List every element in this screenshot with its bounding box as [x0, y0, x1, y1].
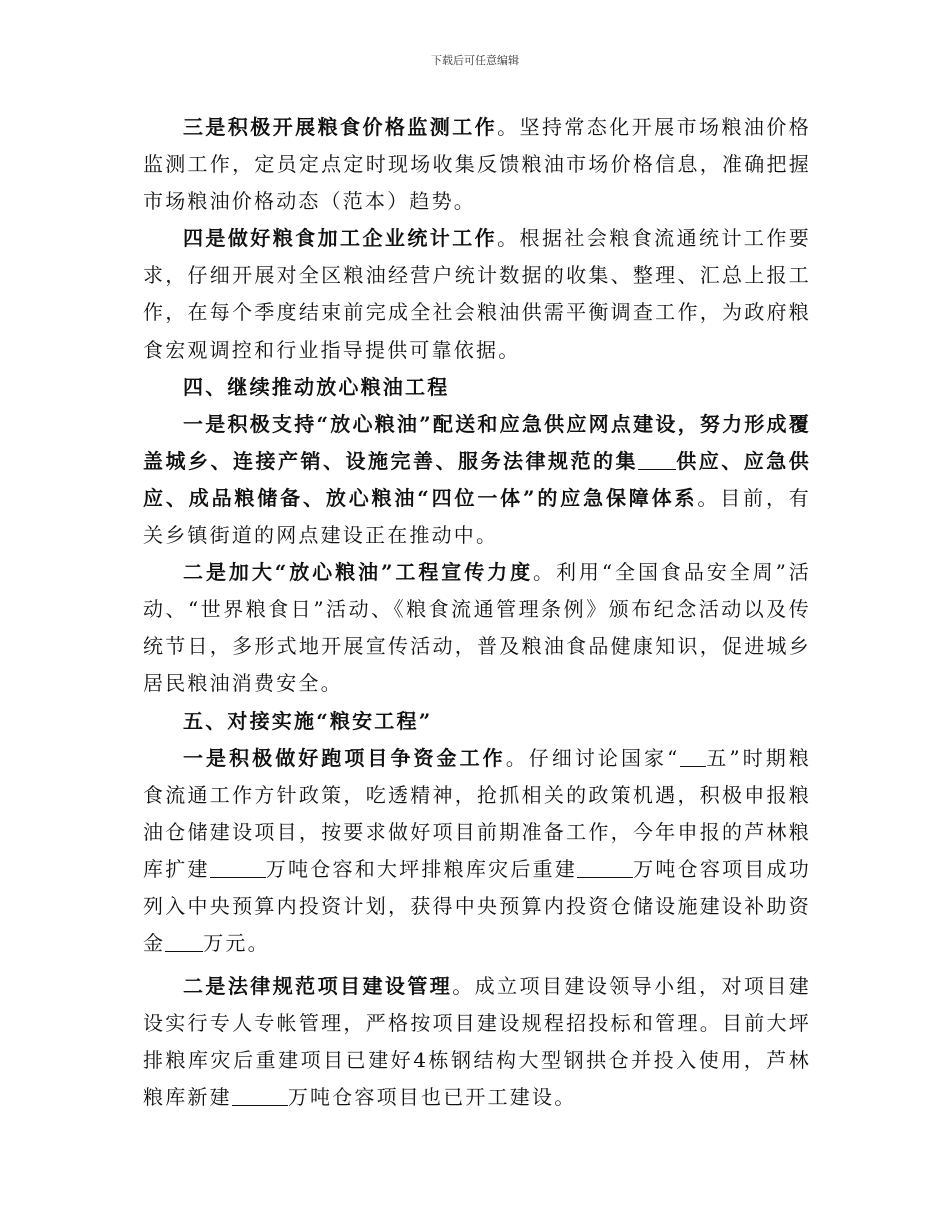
blank-underline	[680, 745, 706, 767]
paragraph-text: 五”时期粮食流通工作方针政策，吃透精神，抢抓相关的政策机遇，积极申报粮油仓储建设项目，按要求做好项目前期准备工作，今年申报的芦林粮库扩建	[143, 745, 811, 881]
paragraph-text: 。坚持常态化开展市场粮油价格监测工作，定员定点定时现场收集反馈粮油市场价格信息，准确把握市场粮油价格动态（范本）趋势。	[143, 115, 811, 214]
paragraph-text: 万吨仓容项目成功列入中央预算内投资计划，获得中央预算内投资仓储设施建设补助资金	[143, 856, 811, 956]
paragraph-lead: 三是积极开展粮食价格监测工作	[183, 115, 498, 139]
paragraph-lead: 一是积极支持“放心粮油”配送和应急供应网点建设，努力形成覆盖城乡、连接产销、设施完善、服务法律规范的集	[143, 411, 811, 473]
paragraph-supply-network	[143, 406, 811, 554]
paragraph-text: 。根据社会粮食流通统计工作要求，仔细开展对全区粮油经营户统计数据的收集、整理、汇总上报工作，在每个季度结束前完成全社会粮油供需平衡调查工作，为政府粮食宏观调控和行业指导提供可靠依据。	[143, 226, 811, 362]
paragraph-project-funding	[143, 740, 811, 963]
paragraph-text: 万吨仓容项目也已开工建设。	[287, 1085, 577, 1110]
blank-underline	[210, 856, 266, 878]
section-heading-4: 四、继续推动放心粮油工程	[183, 374, 450, 399]
paragraph-lead-continued: 供应、应急供应、成品粮储备、放心粮油“四位一体”的应急保障体系	[143, 448, 811, 510]
paragraph-text: 万元。	[203, 931, 270, 956]
blank-underline	[577, 856, 633, 878]
page-header: 下载后可任意编辑	[431, 54, 519, 67]
blank-underline	[165, 930, 203, 952]
paragraph-lead: 二是法律规范项目建设管理	[183, 974, 453, 999]
paragraph-text: 。成立项目建设领导小组，对项目建设实行专人专帐管理，严格按项目建设规程招投标和管理。目前大坪排粮库灾后重建项目已建好4栋钢结构大型钢拱仓并投入使用，芦林粮库新建	[143, 974, 812, 1110]
paragraph-grain-statistics	[143, 220, 811, 368]
paragraph-text: 万吨仓容和大坪排粮库灾后重建	[265, 856, 578, 881]
paragraph-lead: 四是做好粮食加工企业统计工作	[183, 226, 498, 251]
paragraph-text: 。仔细讨论国家“	[505, 745, 680, 770]
paragraph-project-management	[143, 968, 811, 1116]
paragraph-text: 。目前，有关乡镇街道的网点建设正在推动中。	[143, 485, 811, 548]
paragraph-lead: 二是加大“放心粮油”工程宣传力度	[183, 560, 534, 585]
paragraph-grain-price-monitoring	[143, 109, 811, 220]
blank-underline	[638, 448, 676, 470]
paragraph-lead: 一是积极做好跑项目争资金工作	[183, 745, 506, 770]
blank-underline	[232, 1084, 288, 1106]
section-heading-5: 五、对接实施“粮安工程”	[183, 708, 433, 733]
document-body	[143, 109, 811, 1117]
paragraph-publicity	[143, 554, 811, 702]
paragraph-text: 。利用“全国食品安全周”活动、“世界粮食日”活动、《粮食流通管理条例》颁布纪念活动以及传统节日，多形式地开展宣传活动，普及粮油食品健康知识，促进城乡居民粮油消费安全。	[143, 560, 811, 696]
